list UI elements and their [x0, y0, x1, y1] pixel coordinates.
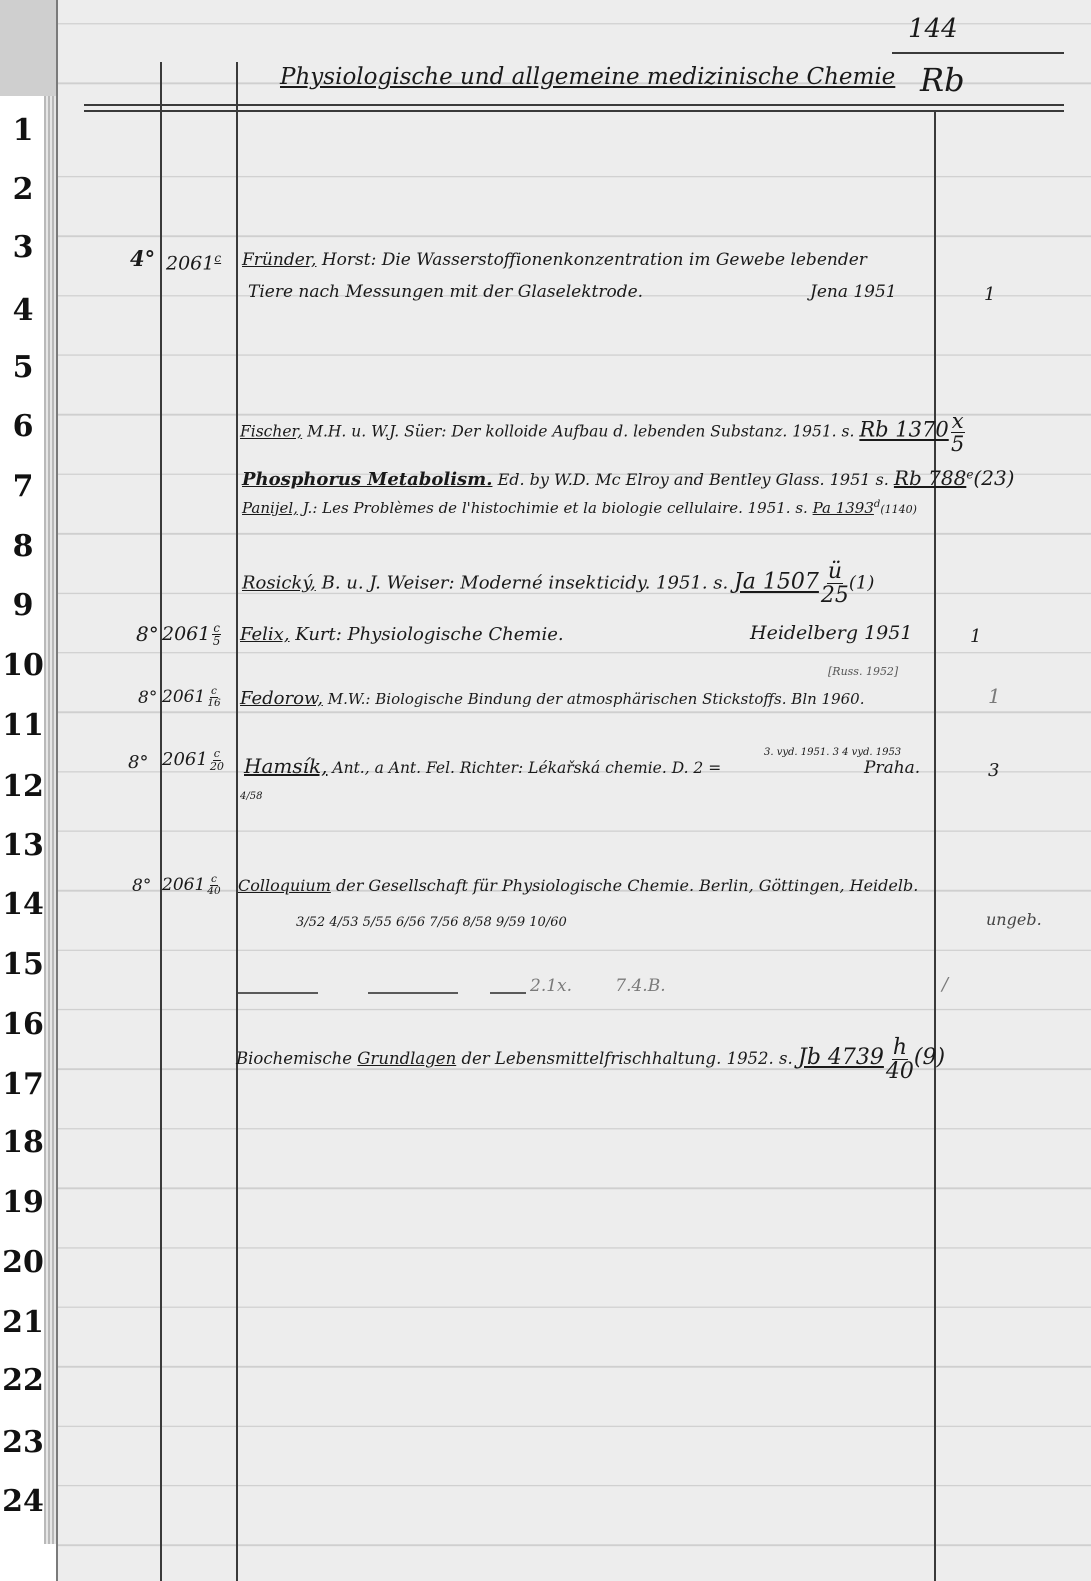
ledger-page — [56, 0, 1091, 1581]
header-double-rule-bottom — [84, 110, 1064, 112]
shelf-mark — [162, 874, 221, 897]
header-double-rule-top — [84, 104, 1064, 106]
entry-text: M.H. u. W.J. Süer: Der kolloide Aufbau d. lebenden Substanz. 1951. s. — [307, 422, 855, 441]
separator-dash — [238, 992, 318, 994]
reference-suffix: (9) — [913, 1045, 946, 1071]
entry-count: 1 — [984, 284, 996, 305]
entry-text-a: Biochemische — [236, 1049, 352, 1069]
shelf-number: 2061 — [162, 687, 206, 708]
format-label: 4° — [130, 246, 156, 271]
entry-line — [240, 690, 864, 708]
fraction-bottom: 40 — [885, 1059, 914, 1085]
fraction-top: c — [213, 621, 220, 635]
gutter-header-block — [0, 0, 56, 96]
entry-sub-note: 4/58 — [240, 791, 263, 802]
entry-line — [242, 560, 874, 607]
entry-line — [240, 410, 965, 455]
line-number: 13 — [2, 828, 44, 863]
entry-line — [242, 252, 867, 269]
reference-suffix: (23) — [973, 466, 1015, 490]
fraction-top: ü — [827, 559, 842, 584]
format-label: 8° — [132, 876, 152, 896]
entry-title: Phosphorus Metabolism. — [242, 469, 493, 490]
reference-suffix: (1140) — [880, 503, 917, 516]
entry-note: ungeb. — [986, 910, 1042, 929]
line-number: 21 — [2, 1305, 44, 1340]
line-number: 15 — [2, 947, 44, 982]
entry-reference: Pa 1393 — [812, 499, 874, 517]
shelf-sup: c — [214, 251, 222, 265]
fraction-top: c — [213, 747, 221, 760]
reference-sup: d — [873, 499, 881, 510]
entry-reference-fraction — [821, 560, 849, 607]
entry-volumes: 3/52 4/53 5/55 6/56 7/56 8/58 9/59 10/60 — [296, 915, 567, 930]
section-code: Rb — [920, 61, 965, 99]
entry-count: 1 — [970, 626, 982, 647]
fraction-top: h — [892, 1035, 907, 1060]
line-number: 7 — [12, 469, 34, 504]
shelf-fraction — [207, 874, 220, 897]
entry-note: [Russ. 1952] — [828, 665, 899, 678]
fraction-bottom: 25 — [820, 583, 849, 609]
entry-reference-fraction — [886, 1036, 914, 1083]
line-number: 18 — [2, 1125, 44, 1160]
shelf-mark — [162, 748, 224, 772]
entry-count: 3 — [988, 760, 1000, 781]
shelf-fraction — [207, 686, 220, 709]
entry-text: Ed. by W.D. Mc Elroy and Bentley Glass. 1951 s. — [497, 470, 889, 489]
entry-author: Fedorow, — [240, 688, 323, 709]
entry-text: M.W.: Biologische Bindung der atmosphärischen Stickstoffs. Bln 1960. — [327, 690, 865, 708]
separator-dash — [490, 992, 526, 994]
entry-count: 1 — [988, 684, 1001, 708]
format-label: 8° — [128, 752, 149, 773]
entry-author: Fründer, — [242, 250, 317, 270]
entry-line — [242, 500, 917, 516]
entry-line-2: Tiere nach Messungen mit der Glaselektrode. — [248, 282, 644, 302]
line-number: 17 — [2, 1067, 44, 1102]
line-number: 24 — [2, 1484, 44, 1519]
reference-sup: e — [966, 467, 974, 482]
entry-line — [240, 626, 564, 644]
fraction-top: c — [211, 685, 217, 697]
entry-place-year: Jena 1951 — [810, 282, 897, 302]
line-number: 8 — [12, 529, 34, 564]
separator-dash — [368, 992, 458, 994]
shelf-number: 2061 — [162, 875, 206, 896]
entry-line — [244, 756, 721, 777]
shelf-number: 2061 — [162, 749, 208, 771]
entry-line — [238, 878, 918, 894]
entry-text: Horst: Die Wasserstoffionenkonzentration im Gewebe lebender — [321, 250, 867, 270]
line-number: 2 — [12, 172, 34, 207]
page-number-rule — [892, 52, 1064, 54]
fraction-bottom: 40 — [207, 885, 221, 898]
entry-text: Ant., a Ant. Fel. Richter: Lékařská chemie. D. 2 = — [332, 759, 722, 777]
line-number: 6 — [12, 409, 34, 444]
fraction-bottom: 5 — [212, 634, 221, 649]
shelf-number: 2061 — [162, 622, 211, 645]
entry-text-b: Grundlagen — [357, 1049, 457, 1069]
entry-text-c: der Lebensmittelfrischhaltung. 1952. s. — [461, 1049, 793, 1069]
line-number: 3 — [12, 230, 34, 265]
fraction-top: c — [211, 873, 217, 885]
line-number: 5 — [12, 350, 34, 385]
entry-reference: Jb 4739 — [798, 1045, 884, 1071]
entry-author: Panijel, — [242, 499, 298, 517]
shelf-number: 2061 — [166, 252, 215, 275]
line-number: 23 — [2, 1425, 44, 1460]
page-title: Physiologische und allgemeine medizinische Chemie — [280, 64, 896, 90]
shelf-fraction — [210, 748, 224, 772]
entry-reference: Rb 1370 — [859, 417, 949, 442]
reference-suffix: (1) — [848, 572, 875, 594]
margin-tick: / — [942, 974, 949, 995]
fraction-bottom: 20 — [209, 759, 225, 773]
line-number: 1 — [12, 113, 34, 148]
column-rule-shelf — [160, 62, 162, 1581]
entry-author: Rosický, — [242, 572, 316, 594]
entry-text: Kurt: Physiologische Chemie. — [295, 624, 564, 645]
shelf-fraction — [212, 622, 221, 648]
entry-text: B. u. J. Weiser: Moderné insekticidy. 1951. s. — [321, 572, 729, 594]
line-number: 19 — [2, 1185, 44, 1220]
entry-place: Praha. — [864, 758, 921, 778]
entry-author: Hamsík, — [244, 754, 328, 778]
shelf-mark — [162, 622, 221, 648]
fraction-top: x — [951, 409, 964, 433]
line-number: 10 — [2, 648, 44, 683]
line-number: 4 — [12, 293, 34, 328]
entry-text: der Gesellschaft für Physiologische Chemie. Berlin, Göttingen, Heidelb. — [335, 876, 919, 895]
line-number: 12 — [2, 769, 44, 804]
line-number: 14 — [2, 887, 44, 922]
entry-reference: Ja 1507 — [733, 569, 819, 595]
entry-title: Colloquium — [238, 876, 331, 895]
page-number: 144 — [908, 14, 958, 44]
margin-marks: 2.1x. 7.4.B. — [530, 976, 666, 996]
fraction-bottom: 16 — [207, 697, 221, 710]
shelf-mark — [162, 686, 221, 709]
entry-place-year: Heidelberg 1951 — [750, 622, 913, 644]
entry-author: Fischer, — [240, 422, 303, 441]
fraction-bottom: 5 — [950, 432, 965, 457]
format-label: 8° — [136, 622, 159, 646]
entry-line — [236, 1036, 945, 1083]
line-number: 11 — [2, 708, 44, 743]
entry-reference: Rb 788 — [893, 466, 967, 490]
entry-reference-fraction — [951, 410, 965, 455]
line-number-gutter — [0, 0, 56, 1581]
line-number: 9 — [12, 588, 34, 623]
line-number: 20 — [2, 1245, 44, 1280]
format-label: 8° — [138, 688, 158, 708]
shelf-mark — [166, 252, 221, 273]
entry-text: J.: Les Problèmes de l'histochimie et la biologie cellulaire. 1951. s. — [302, 499, 808, 517]
entry-author: Felix, — [240, 624, 290, 645]
entry-line — [242, 468, 1014, 489]
line-number: 16 — [2, 1007, 44, 1042]
entry-editions: 3. vyd. 1951. 3 4 vyd. 1953 — [764, 747, 902, 758]
column-rule-entry — [236, 62, 238, 1581]
line-number: 22 — [2, 1363, 44, 1398]
column-rule-count — [934, 112, 936, 1581]
